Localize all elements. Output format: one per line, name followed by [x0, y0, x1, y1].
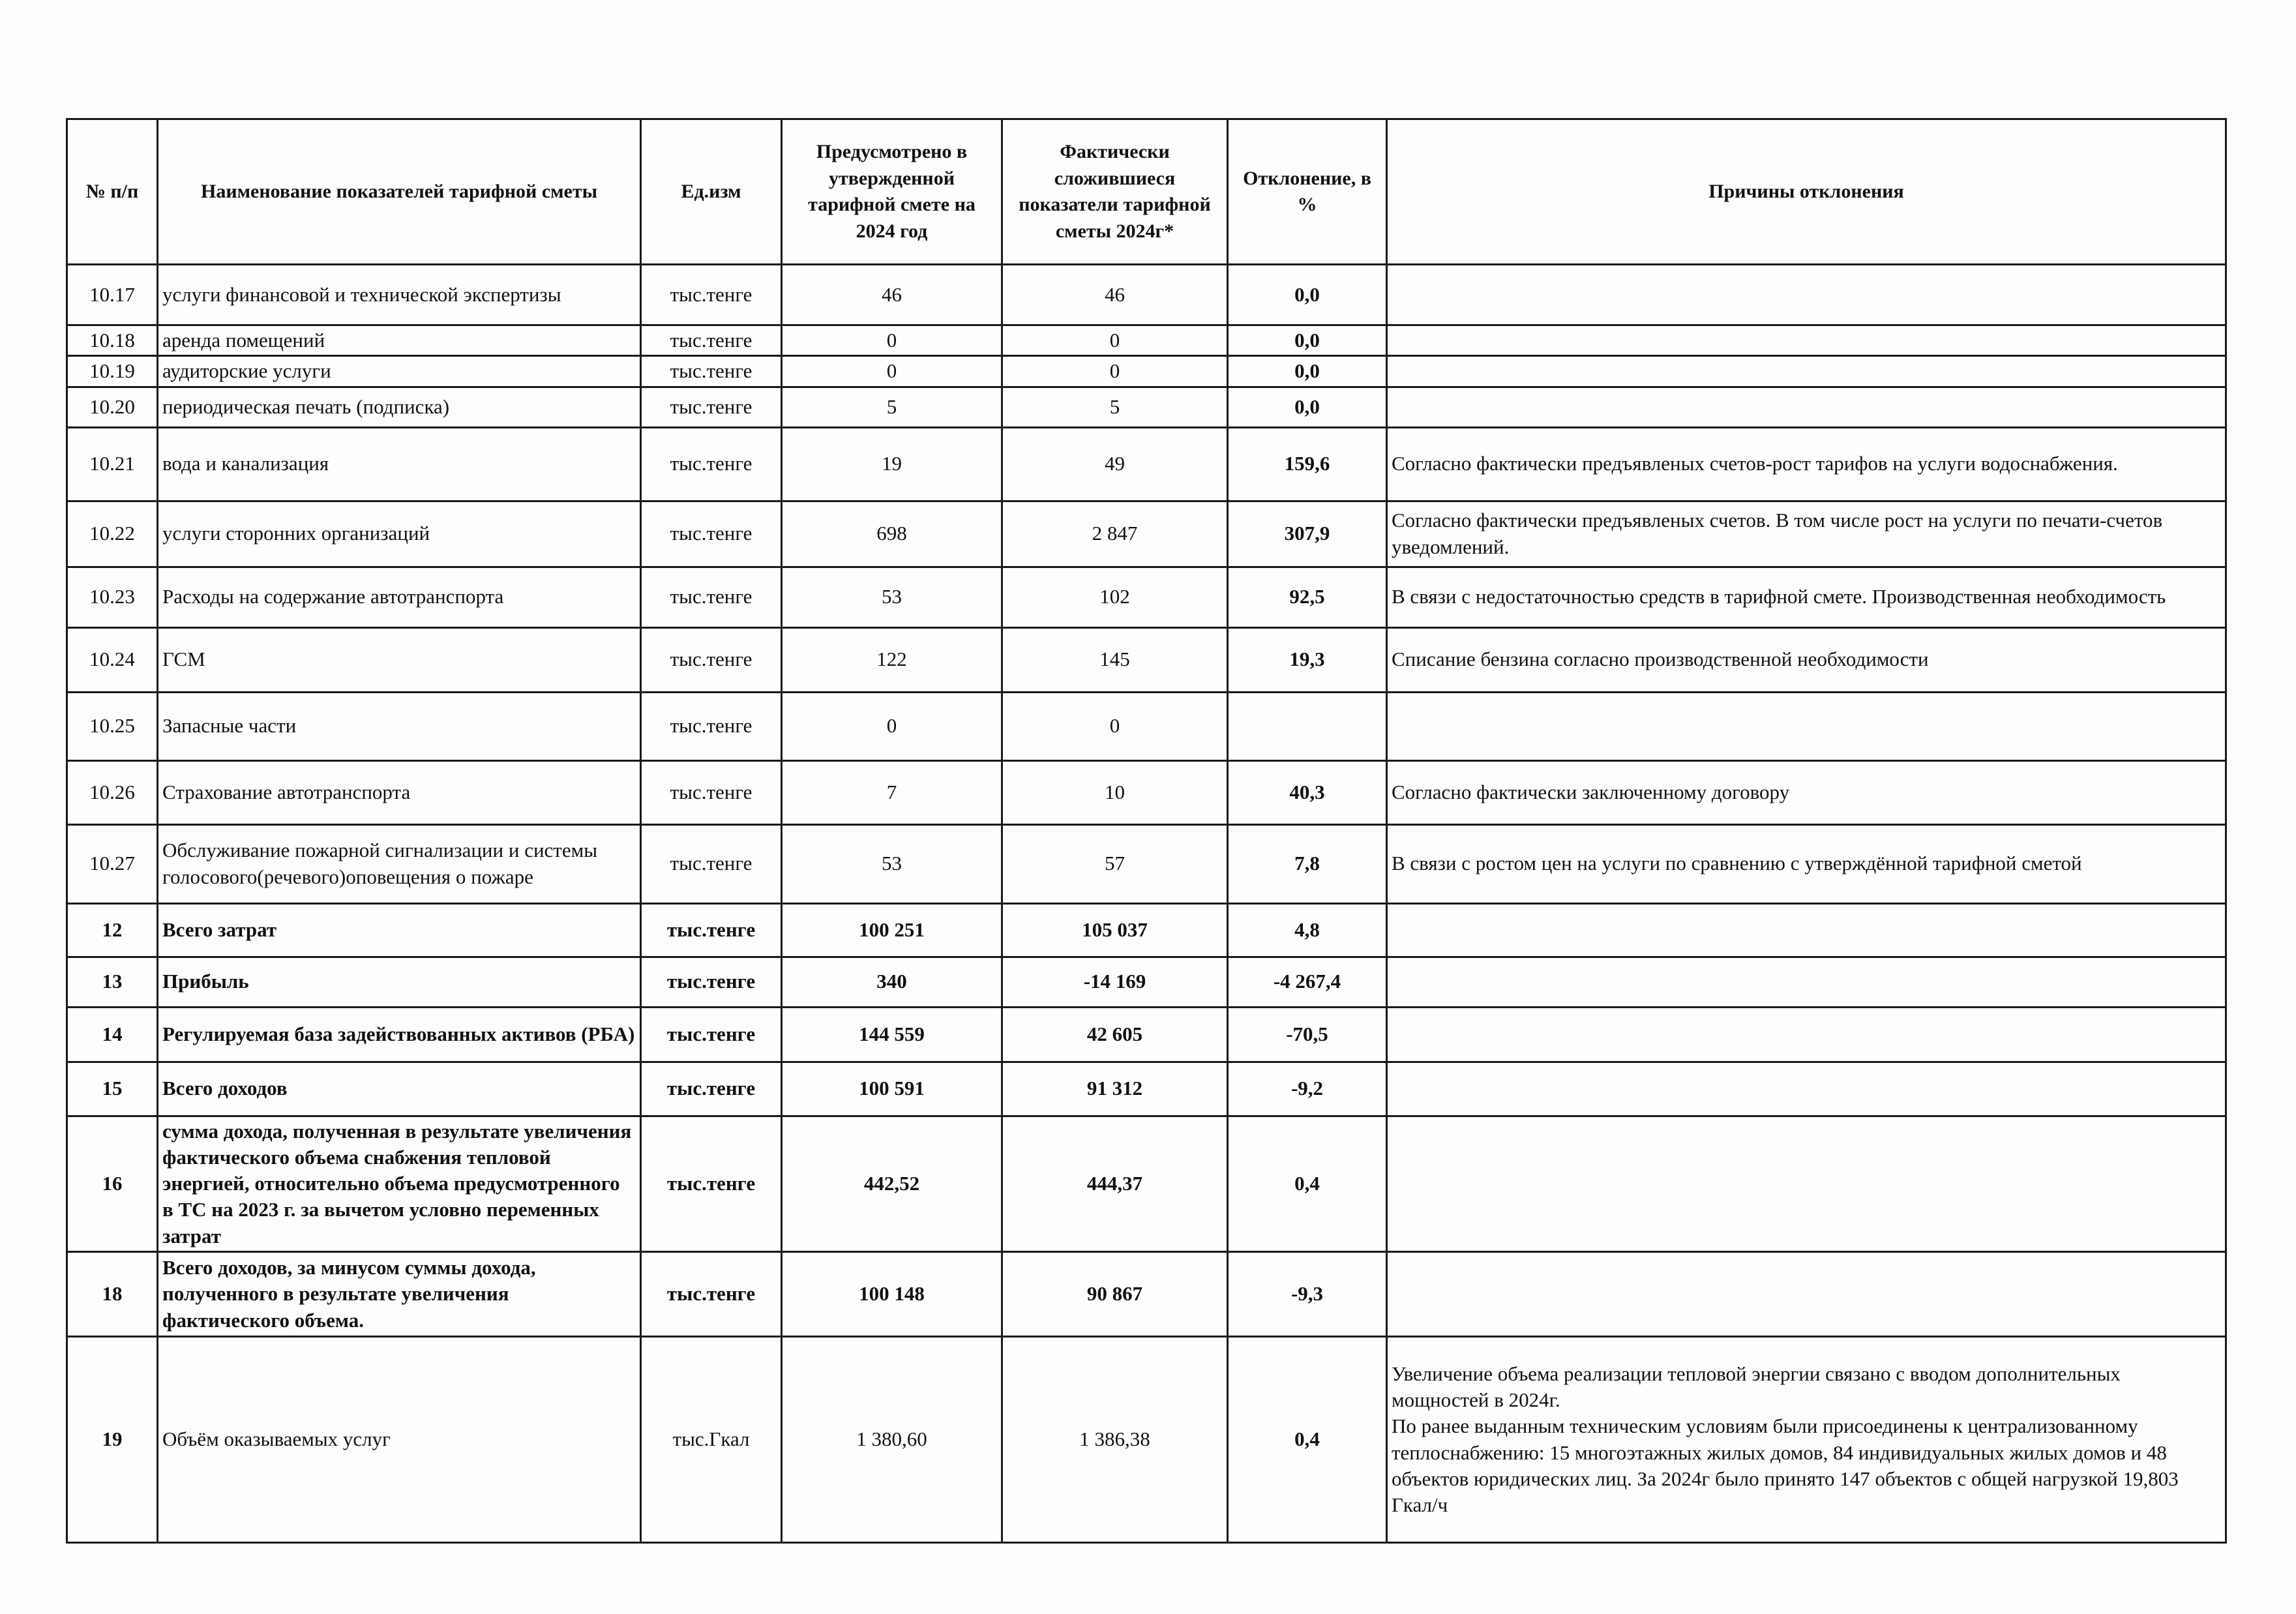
row-actual: 57: [1002, 824, 1228, 903]
table-row: [67, 427, 2226, 501]
row-unit: тыс.тенге: [641, 1116, 782, 1251]
table-row: [67, 760, 2226, 824]
row-unit: тыс.Гкал: [641, 1337, 782, 1543]
row-planned: 100 591: [782, 1062, 1002, 1116]
header-actual: Фактически сложившиеся показатели тарифной сметы 2024г*: [1002, 119, 1228, 265]
row-name: Обслуживание пожарной сигнализации и системы голосового(речевого)оповещения о пожаре: [158, 824, 641, 903]
row-name: периодическая печать (подписка): [158, 387, 641, 427]
row-deviation: -9,2: [1228, 1062, 1387, 1116]
header-deviation: Отклонение, в %: [1228, 119, 1387, 265]
row-name: Всего доходов: [158, 1062, 641, 1116]
row-actual: 0: [1002, 692, 1228, 760]
row-name: аренда помещений: [158, 325, 641, 356]
row-num: 10.24: [67, 627, 158, 692]
row-num: 10.18: [67, 325, 158, 356]
row-actual: 10: [1002, 760, 1228, 824]
row-planned: 0: [782, 325, 1002, 356]
row-reason: [1387, 1062, 2226, 1116]
header-row: [67, 119, 2226, 265]
table-row: [67, 501, 2226, 567]
row-reason: [1387, 957, 2226, 1007]
row-deviation: -4 267,4: [1228, 957, 1387, 1007]
row-planned: 46: [782, 265, 1002, 325]
row-deviation: 159,6: [1228, 427, 1387, 501]
row-name: Объём оказываемых услуг: [158, 1337, 641, 1543]
row-planned: 144 559: [782, 1007, 1002, 1062]
row-num: 10.23: [67, 567, 158, 627]
row-actual: 102: [1002, 567, 1228, 627]
row-num: 18: [67, 1252, 158, 1337]
row-planned: 53: [782, 567, 1002, 627]
row-num: 15: [67, 1062, 158, 1116]
row-reason: [1387, 1252, 2226, 1337]
row-planned: 122: [782, 627, 1002, 692]
row-name: Всего доходов, за минусом суммы дохода, полученного в результате увеличения фактического объема.: [158, 1252, 641, 1337]
row-unit: тыс.тенге: [641, 325, 782, 356]
row-name: вода и канализация: [158, 427, 641, 501]
row-reason: Согласно фактически предъявленых счетов-рост тарифов на услуги водоснабжения.: [1387, 427, 2226, 501]
row-name: услуги финансовой и технической экспертизы: [158, 265, 641, 325]
row-reason: [1387, 692, 2226, 760]
header-reason: Причины отклонения: [1387, 119, 2226, 265]
header-unit: Ед.изм: [641, 119, 782, 265]
row-deviation: 0,0: [1228, 325, 1387, 356]
row-num: 19: [67, 1337, 158, 1543]
row-deviation: 4,8: [1228, 903, 1387, 957]
row-num: 13: [67, 957, 158, 1007]
row-name: Страхование автотранспорта: [158, 760, 641, 824]
table-row: [67, 265, 2226, 325]
row-deviation: 7,8: [1228, 824, 1387, 903]
table-row: [67, 325, 2226, 356]
row-unit: тыс.тенге: [641, 567, 782, 627]
row-reason: Согласно фактически предъявленых счетов. В том числе рост на услуги по печати-счетов уведомлений.: [1387, 501, 2226, 567]
row-reason: [1387, 903, 2226, 957]
row-planned: 19: [782, 427, 1002, 501]
table-row: [67, 903, 2226, 957]
table-row: [67, 1116, 2226, 1251]
row-unit: тыс.тенге: [641, 1007, 782, 1062]
row-planned: 53: [782, 824, 1002, 903]
row-planned: 340: [782, 957, 1002, 1007]
row-num: 14: [67, 1007, 158, 1062]
table-row: [67, 1007, 2226, 1062]
row-deviation: 307,9: [1228, 501, 1387, 567]
header-name: Наименование показателей тарифной сметы: [158, 119, 641, 265]
table-row: [67, 387, 2226, 427]
row-planned: 5: [782, 387, 1002, 427]
row-unit: тыс.тенге: [641, 824, 782, 903]
row-unit: тыс.тенге: [641, 501, 782, 567]
row-unit: тыс.тенге: [641, 903, 782, 957]
row-num: 10.19: [67, 356, 158, 387]
row-unit: тыс.тенге: [641, 692, 782, 760]
row-num: 10.17: [67, 265, 158, 325]
row-planned: 0: [782, 356, 1002, 387]
row-unit: тыс.тенге: [641, 957, 782, 1007]
row-num: 16: [67, 1116, 158, 1251]
header-num: № п/п: [67, 119, 158, 265]
row-actual: 105 037: [1002, 903, 1228, 957]
row-unit: тыс.тенге: [641, 356, 782, 387]
row-actual: 2 847: [1002, 501, 1228, 567]
row-num: 10.26: [67, 760, 158, 824]
row-reason: В связи с ростом цен на услуги по сравнению с утверждённой тарифной сметой: [1387, 824, 2226, 903]
row-deviation: 0,0: [1228, 387, 1387, 427]
row-actual: 1 386,38: [1002, 1337, 1228, 1543]
table-row: [67, 1062, 2226, 1116]
row-deviation: 19,3: [1228, 627, 1387, 692]
row-unit: тыс.тенге: [641, 1252, 782, 1337]
row-reason: [1387, 1116, 2226, 1251]
row-unit: тыс.тенге: [641, 427, 782, 501]
table-row: [67, 1252, 2226, 1337]
row-unit: тыс.тенге: [641, 387, 782, 427]
row-deviation: 0,0: [1228, 356, 1387, 387]
row-unit: тыс.тенге: [641, 760, 782, 824]
row-planned: 698: [782, 501, 1002, 567]
row-name: Запасные части: [158, 692, 641, 760]
table-row: [67, 824, 2226, 903]
row-deviation: 0,0: [1228, 265, 1387, 325]
row-name: сумма дохода, полученная в результате увеличения фактического объема снабжения тепловой энергией, относительно объема предусмотренного в ТС на 2023 г. за вычетом условно переменных затрат: [158, 1116, 641, 1251]
row-deviation: -9,3: [1228, 1252, 1387, 1337]
row-deviation: -70,5: [1228, 1007, 1387, 1062]
row-deviation: 0,4: [1228, 1116, 1387, 1251]
row-name: аудиторские услуги: [158, 356, 641, 387]
row-deviation: 0,4: [1228, 1337, 1387, 1543]
row-planned: 1 380,60: [782, 1337, 1002, 1543]
row-reason: [1387, 325, 2226, 356]
row-num: 10.21: [67, 427, 158, 501]
row-deviation: 92,5: [1228, 567, 1387, 627]
row-num: 10.22: [67, 501, 158, 567]
row-unit: тыс.тенге: [641, 1062, 782, 1116]
row-actual: 46: [1002, 265, 1228, 325]
row-planned: 7: [782, 760, 1002, 824]
tariff-estimate-table: [66, 118, 2227, 1544]
row-reason: [1387, 265, 2226, 325]
row-reason: [1387, 387, 2226, 427]
row-planned: 100 251: [782, 903, 1002, 957]
row-num: 10.20: [67, 387, 158, 427]
row-name: услуги сторонних организаций: [158, 501, 641, 567]
row-name: Расходы на содержание автотранспорта: [158, 567, 641, 627]
row-reason: Увеличение объема реализации тепловой энергии связано с вводом дополнительных мощностей в 2024г. По ранее выданным техническим условиям были присоединены к централизованному теплоснабжению: 15 многоэтажных жилых домов, 84 индивидуальных жилых домов и 48 объектов юридических лиц. За 2024г было принято 147 объектов с общей нагрузкой 19,803 Гкал/ч: [1387, 1337, 2226, 1543]
row-actual: 0: [1002, 325, 1228, 356]
table-row: [67, 567, 2226, 627]
row-planned: 100 148: [782, 1252, 1002, 1337]
row-name: Регулируемая база задействованных активов (РБА): [158, 1007, 641, 1062]
row-name: Прибыль: [158, 957, 641, 1007]
row-name: Всего затрат: [158, 903, 641, 957]
row-unit: тыс.тенге: [641, 627, 782, 692]
row-reason: [1387, 1007, 2226, 1062]
row-actual: 145: [1002, 627, 1228, 692]
row-unit: тыс.тенге: [641, 265, 782, 325]
table-row: [67, 957, 2226, 1007]
row-actual: 5: [1002, 387, 1228, 427]
row-num: 12: [67, 903, 158, 957]
row-actual: 42 605: [1002, 1007, 1228, 1062]
row-actual: -14 169: [1002, 957, 1228, 1007]
header-planned: Предусмотрено в утвержденной тарифной смете на 2024 год: [782, 119, 1002, 265]
row-reason: Согласно фактически заключенному договору: [1387, 760, 2226, 824]
row-name: ГСМ: [158, 627, 641, 692]
row-actual: 444,37: [1002, 1116, 1228, 1251]
row-num: 10.25: [67, 692, 158, 760]
table-row: [67, 1337, 2226, 1543]
row-actual: 91 312: [1002, 1062, 1228, 1116]
row-actual: 90 867: [1002, 1252, 1228, 1337]
row-reason: Списание бензина согласно производственной необходимости: [1387, 627, 2226, 692]
row-num: 10.27: [67, 824, 158, 903]
row-reason: В связи с недостаточностью средств в тарифной смете. Производственная необходимость: [1387, 567, 2226, 627]
table-row: [67, 627, 2226, 692]
table-row: [67, 692, 2226, 760]
table-row: [67, 356, 2226, 387]
row-reason: [1387, 356, 2226, 387]
row-deviation: 40,3: [1228, 760, 1387, 824]
row-actual: 49: [1002, 427, 1228, 501]
row-deviation: [1228, 692, 1387, 760]
row-planned: 0: [782, 692, 1002, 760]
row-planned: 442,52: [782, 1116, 1002, 1251]
row-actual: 0: [1002, 356, 1228, 387]
